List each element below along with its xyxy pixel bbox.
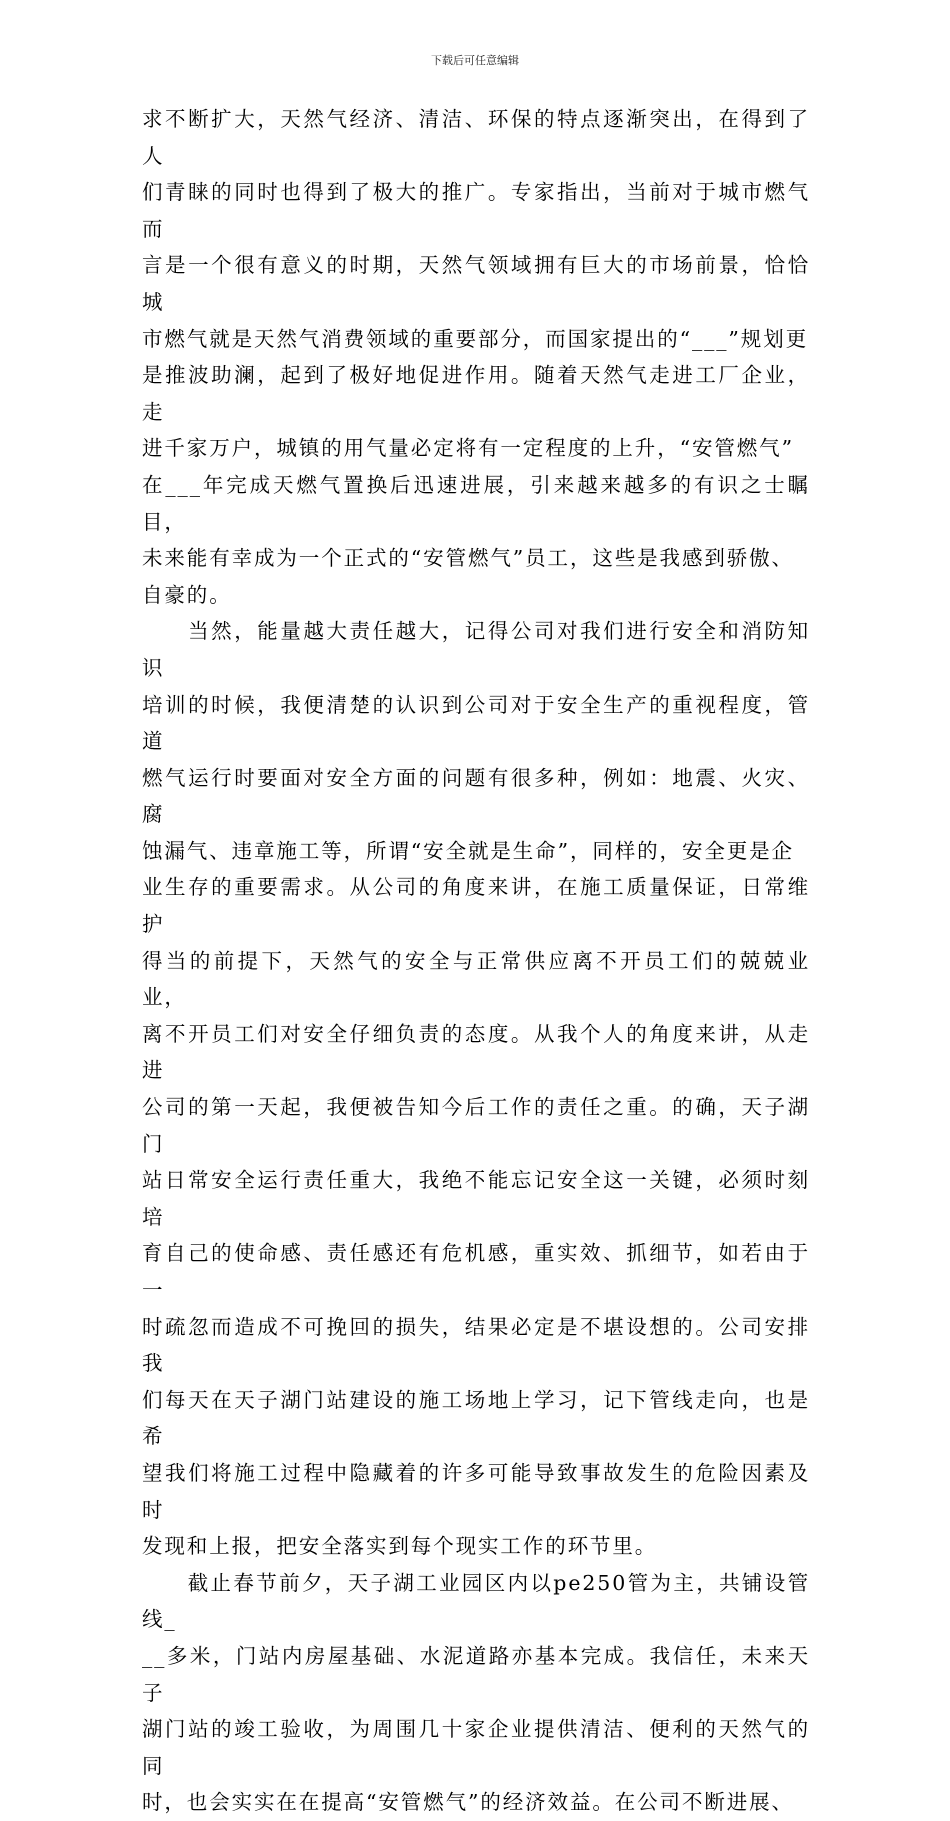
page-header: 下载后可任意编辑: [431, 54, 519, 67]
text-line: 业生存的重要需求。从公司的角度来讲，在施工质量保证，日常维护: [142, 875, 810, 937]
text-line: 湖门站的竣工验收，为周围几十家企业提供清洁、便利的天然气的同: [142, 1717, 810, 1778]
text-line: 当然，能量越大责任越大，记得公司对我们进行安全和消防知识: [142, 619, 810, 680]
text-line: 言是一个很有意义的时期，天然气领域拥有巨大的市场前景，恰恰城: [142, 253, 810, 314]
text-line: 未来能有幸成为一个正式的“安管燃气”员工，这些是我感到骄傲、: [142, 546, 794, 571]
paragraph-3: [142, 1565, 810, 1821]
text-line: 离不开员工们对安全仔细负责的态度。从我个人的角度来讲，从走进: [142, 1021, 810, 1083]
text-line: 进千家万户，城镇的用气量必定将有一定程度的上升，“安管燃气”: [142, 436, 794, 461]
text-line: 截止春节前夕，天子湖工业园区内以pe250管为主，共铺设管线_: [142, 1570, 810, 1632]
text-line: 们青睐的同时也得到了极大的推广。专家指出，当前对于城市燃气而: [142, 180, 810, 241]
document-body: [142, 101, 810, 1821]
text-line: 燃气运行时要面对安全方面的问题有很多种，例如：地震、火灾、腐: [142, 765, 810, 827]
text-line: 时，也会实实在在提高“安管燃气”的经济效益。在公司不断进展、: [142, 1790, 794, 1815]
text-line: 培训的时候，我便清楚的认识到公司对于安全生产的重视程度，管道: [142, 692, 810, 754]
text-line: 时疏忽而造成不可挽回的损失，结果必定是不堪设想的。公司安排我: [142, 1314, 810, 1376]
text-line: 发现和上报，把安全落实到每个现实工作的环节里。: [142, 1534, 658, 1559]
text-line: 在___年完成天燃气置换后迅速进展，引来越来越多的有识之士瞩目，: [142, 472, 810, 534]
text-line: 们每天在天子湖门站建设的施工场地上学习，记下管线走向，也是希: [142, 1387, 810, 1449]
text-line: 求不断扩大，天然气经济、清洁、环保的特点逐渐突出，在得到了人: [142, 107, 810, 168]
text-line: 公司的第一天起，我便被告知今后工作的责任之重。的确，天子湖门: [142, 1095, 810, 1156]
text-line: 望我们将施工过程中隐藏着的许多可能导致事故发生的危险因素及时: [142, 1460, 810, 1522]
paragraph-2: [142, 613, 810, 1564]
text-line: __多米，门站内房屋基础、水泥道路亦基本完成。我信任，未来天子: [142, 1643, 810, 1705]
text-line: 市燃气就是天然气消费领域的重要部分，而国家提出的“___”规划更: [142, 326, 809, 351]
text-line: 自豪的。: [142, 582, 232, 607]
text-line: 得当的前提下，天然气的安全与正常供应离不开员工们的兢兢业业，: [142, 948, 810, 1010]
text-line: 站日常安全运行责任重大，我绝不能忘记安全这一关键，必须时刻培: [142, 1168, 810, 1229]
paragraph-1: [142, 101, 810, 613]
text-line: 育自己的使命感、责任感还有危机感，重实效、抓细节，如若由于一: [142, 1241, 810, 1302]
text-line: 蚀漏气、违章施工等，所谓“安全就是生命”，同样的，安全更是企: [142, 838, 794, 863]
text-line: 是推波助澜，起到了极好地促进作用。随着天然气走进工厂企业，走: [142, 363, 810, 424]
